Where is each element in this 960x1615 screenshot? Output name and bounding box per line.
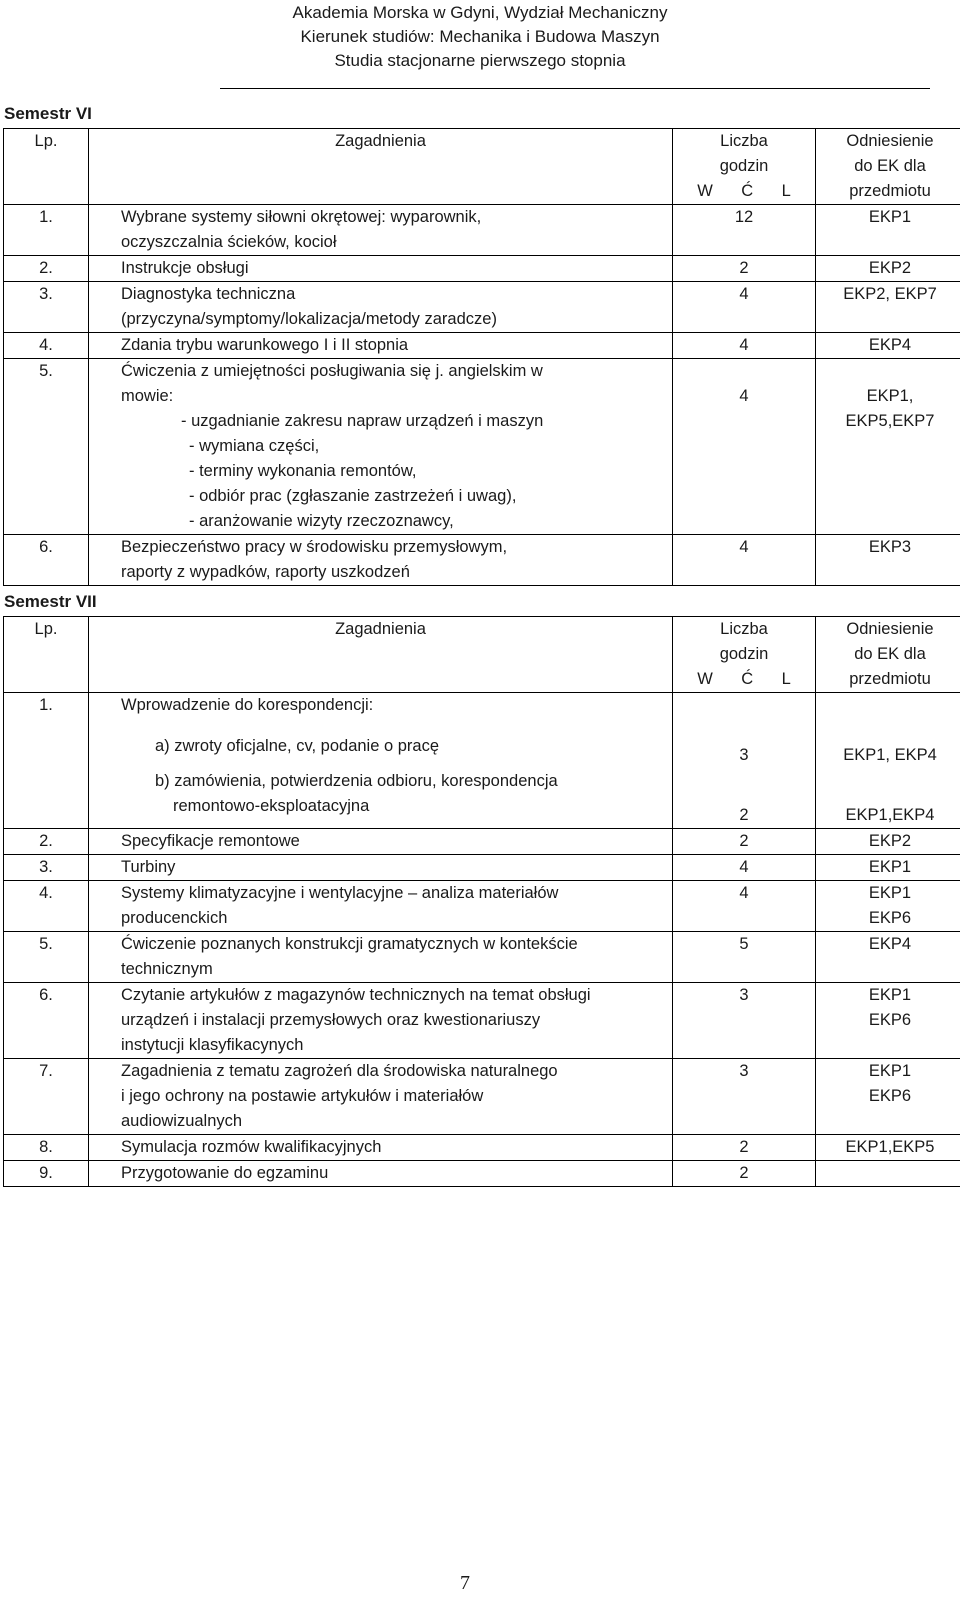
row-hours: [673, 1161, 816, 1187]
topic-line: producenckich: [121, 909, 228, 927]
topic-line: Diagnostyka techniczna: [121, 285, 296, 303]
row-hours-value: 2: [739, 1138, 749, 1156]
row-hours-value: 4: [739, 858, 749, 876]
row-ek-value: EKP5,EKP7: [845, 412, 935, 430]
row-ek: [816, 693, 960, 829]
topic-line: Turbiny: [121, 858, 176, 876]
ek-header-line-1: Odniesienie: [846, 620, 934, 638]
row-hours: [673, 1135, 816, 1161]
row-lp: 6.: [4, 983, 89, 1059]
table-header-row: [4, 129, 960, 205]
ek-header-line-1: Odniesienie: [846, 132, 934, 150]
row-hours: [673, 932, 816, 983]
col-topic-header: Zagadnienia: [89, 129, 673, 205]
table-row: [4, 983, 960, 1059]
row-lp: 9.: [4, 1161, 89, 1187]
row-ek: [816, 256, 960, 282]
row-lp: 7.: [4, 1059, 89, 1135]
row-ek-value: EKP2: [868, 259, 912, 277]
table-row: [4, 881, 960, 932]
ek-header-line-2: do EK dla: [854, 157, 926, 175]
topic-line: Instrukcje obsługi: [121, 259, 249, 277]
topic-line: audiowizualnych: [121, 1112, 243, 1130]
row-hours: [673, 693, 816, 829]
hours-header-line-1: Liczba: [720, 132, 768, 150]
row-lp: 4.: [4, 881, 89, 932]
topic-line: Zdania trybu warunkowego I i II stopnia: [121, 336, 409, 354]
row-topic: [89, 1161, 673, 1187]
col-lp-header: Lp.: [4, 129, 89, 205]
row-hours: [673, 256, 816, 282]
col-hours-header: [673, 617, 816, 693]
row-hours-value: 4: [739, 538, 749, 556]
topic-line: Przygotowanie do egzaminu: [121, 1164, 329, 1182]
row-hours: [673, 205, 816, 256]
row-ek: [816, 282, 960, 333]
row-lp: 3.: [4, 282, 89, 333]
row-hours-value: 2: [739, 832, 749, 850]
row-ek: [816, 983, 960, 1059]
table-row: [4, 282, 960, 333]
semester-6-title: Semestr VI: [4, 104, 92, 123]
hours-header-line-2: godzin: [719, 645, 769, 663]
row-topic: [89, 829, 673, 855]
row-ek: [816, 1059, 960, 1135]
topic-subline: - aranżowanie wizyty rzeczoznawcy,: [189, 512, 454, 530]
topic-line: technicznym: [121, 960, 213, 978]
col-topic-header: Zagadnienia: [89, 617, 673, 693]
row-lp: 3.: [4, 855, 89, 881]
topic-line: Systemy klimatyzacyjne i wentylacyjne – analiza materiałów: [121, 884, 559, 902]
row-topic: [89, 881, 673, 932]
row-lp: 6.: [4, 535, 89, 586]
row-hours: [673, 881, 816, 932]
table-row: [4, 829, 960, 855]
topic-line: Ćwiczenia z umiejętności posługiwania się j. angielskim w: [121, 362, 543, 380]
col-hours-header: [673, 129, 816, 205]
col-lp-header: Lp.: [4, 617, 89, 693]
topic-line: Wprowadzenie do korespondencji:: [121, 696, 374, 714]
row-ek-value: EKP1: [868, 1062, 912, 1080]
row-hours: [673, 983, 816, 1059]
table-header-row: [4, 617, 960, 693]
table-row: [4, 932, 960, 983]
row-ek: [816, 535, 960, 586]
semester-6-table: [3, 128, 960, 586]
row-ek: [816, 205, 960, 256]
row-hours: [673, 359, 816, 535]
row-lp: 1.: [4, 205, 89, 256]
hours-w-label: W: [697, 670, 713, 688]
row-ek-value: EKP1: [868, 858, 912, 876]
row-ek-value: EKP2, EKP7: [843, 285, 937, 303]
row-ek: [816, 359, 960, 535]
row-lp: 4.: [4, 333, 89, 359]
row-ek: [816, 1135, 960, 1161]
hours-subcolumns: [677, 667, 811, 692]
header-line-1: Akademia Morska w Gdyni, Wydział Mechaniczny: [292, 3, 668, 22]
topic-subline-b2: remontowo-eksploatacyjna: [173, 797, 370, 815]
topic-line: Wybrane systemy siłowni okrętowej: wyparownik,: [121, 208, 482, 226]
topic-subline: - wymiana części,: [189, 437, 320, 455]
topic-line: Zagadnienia z tematu zagrożeń dla środowiska naturalnego: [121, 1062, 558, 1080]
page-number: 7: [460, 1572, 470, 1594]
row-ek-value: EKP4: [868, 935, 912, 953]
row-hours-value: 5: [739, 935, 749, 953]
col-ek-header: [816, 129, 960, 205]
header-line-2: Kierunek studiów: Mechanika i Budowa Maszyn: [300, 27, 660, 46]
topic-subline-b1: b) zamówienia, potwierdzenia odbioru, korespondencja: [155, 772, 558, 790]
ek-header-line-3: przedmiotu: [849, 670, 931, 688]
row-lp: 8.: [4, 1135, 89, 1161]
row-hours-value: 12: [734, 208, 754, 226]
topic-line: urządzeń i instalacji przemysłowych oraz kwestionariuszy: [121, 1011, 541, 1029]
row-hours: [673, 535, 816, 586]
row-ek-value: EKP1,: [866, 387, 914, 405]
hours-header-line-2: godzin: [719, 157, 769, 175]
row-ek-value: EKP3: [868, 538, 912, 556]
ek-header-line-3: przedmiotu: [849, 182, 931, 200]
topic-line: instytucji klasyfikacynych: [121, 1036, 304, 1054]
row-ek: [816, 932, 960, 983]
row-ek-value: EKP6: [868, 1011, 912, 1029]
row-lp: 2.: [4, 829, 89, 855]
row-hours: [673, 333, 816, 359]
hours-subcolumns: [677, 179, 811, 204]
row-ek: [816, 333, 960, 359]
topic-line: Bezpieczeństwo pracy w środowisku przemysłowym,: [121, 538, 508, 556]
col-ek-header: [816, 617, 960, 693]
row-topic: [89, 983, 673, 1059]
row-topic: [89, 855, 673, 881]
row-topic: [89, 693, 673, 829]
row-ek-value: EKP1: [868, 986, 912, 1004]
row-lp: 5.: [4, 932, 89, 983]
topic-subline: - odbiór prac (zgłaszanie zastrzeżeń i uwag),: [189, 487, 517, 505]
hours-w-label: W: [697, 182, 713, 200]
header-line-3: Studia stacjonarne pierwszego stopnia: [334, 51, 626, 70]
table-row: [4, 256, 960, 282]
semester-7-title: Semestr VII: [4, 592, 97, 611]
semester-7-table: [3, 616, 960, 1187]
row-hours-value: 4: [739, 285, 749, 303]
row-hours: [673, 1059, 816, 1135]
table-row: [4, 535, 960, 586]
table-row: [4, 1161, 960, 1187]
topic-line: Czytanie artykułów z magazynów technicznych na temat obsługi: [121, 986, 591, 1004]
row-topic: [89, 1059, 673, 1135]
table-row: [4, 693, 960, 829]
topic-subline: - terminy wykonania remontów,: [189, 462, 417, 480]
table-row: [4, 333, 960, 359]
row-hours-value: 3: [739, 1062, 749, 1080]
row-ek-a: EKP1, EKP4: [843, 746, 937, 764]
row-hours-value: 4: [739, 336, 749, 354]
topic-line: raporty z wypadków, raporty uszkodzeń: [121, 563, 410, 581]
topic-line: oczyszczalnia ścieków, kocioł: [121, 233, 337, 251]
row-topic: [89, 256, 673, 282]
row-lp: 5.: [4, 359, 89, 535]
hours-l-label: L: [781, 182, 791, 200]
row-ek: [816, 829, 960, 855]
topic-line: i jego ochrony na postawie artykułów i materiałów: [121, 1087, 484, 1105]
header-rule: [220, 88, 930, 89]
row-lp: 1.: [4, 693, 89, 829]
row-lp: 2.: [4, 256, 89, 282]
row-ek-value: EKP2: [868, 832, 912, 850]
row-ek-value: EKP1,EKP5: [845, 1138, 935, 1156]
row-hours-value: 3: [739, 986, 749, 1004]
row-hours-value: 2: [739, 1164, 749, 1182]
table-row: [4, 1059, 960, 1135]
row-hours: [673, 855, 816, 881]
topic-line: Symulacja rozmów kwalifikacyjnych: [121, 1138, 382, 1156]
row-topic: [89, 282, 673, 333]
row-hours-value: 4: [739, 884, 749, 902]
row-hours: [673, 829, 816, 855]
row-ek-value: EKP4: [868, 336, 912, 354]
table-row: [4, 205, 960, 256]
row-hours-a: 3: [739, 746, 749, 764]
row-ek-value: EKP6: [868, 909, 912, 927]
table-row: [4, 855, 960, 881]
row-hours-value: 2: [739, 259, 749, 277]
hours-c-label: Ć: [741, 670, 754, 688]
row-ek: [816, 855, 960, 881]
ek-header-line-2: do EK dla: [854, 645, 926, 663]
row-topic: [89, 535, 673, 586]
row-ek: [816, 881, 960, 932]
topic-line: Ćwiczenie poznanych konstrukcji gramatycznych w kontekście: [121, 935, 578, 953]
row-hours: [673, 282, 816, 333]
row-topic: [89, 1135, 673, 1161]
row-ek-value: EKP1: [868, 884, 912, 902]
hours-l-label: L: [781, 670, 791, 688]
row-topic: [89, 932, 673, 983]
topic-line: (przyczyna/symptomy/lokalizacja/metody zaradcze): [121, 310, 497, 328]
row-ek-value: EKP1: [868, 208, 912, 226]
topic-subline-a: a) zwroty oficjalne, cv, podanie o pracę: [155, 737, 440, 755]
topic-line: mowie:: [121, 387, 174, 405]
topic-line: Specyfikacje remontowe: [121, 832, 300, 850]
row-ek-b: EKP1,EKP4: [845, 806, 935, 824]
hours-header-line-1: Liczba: [720, 620, 768, 638]
table-row: [4, 1135, 960, 1161]
row-ek-value: EKP6: [868, 1087, 912, 1105]
row-topic: [89, 333, 673, 359]
row-topic: [89, 359, 673, 535]
row-ek: [816, 1161, 960, 1187]
table-row: [4, 359, 960, 535]
row-hours-value: 4: [739, 387, 749, 405]
row-topic: [89, 205, 673, 256]
topic-subline: - uzgadnianie zakresu napraw urządzeń i maszyn: [181, 412, 544, 430]
hours-c-label: Ć: [741, 182, 754, 200]
row-hours-b: 2: [739, 806, 749, 824]
